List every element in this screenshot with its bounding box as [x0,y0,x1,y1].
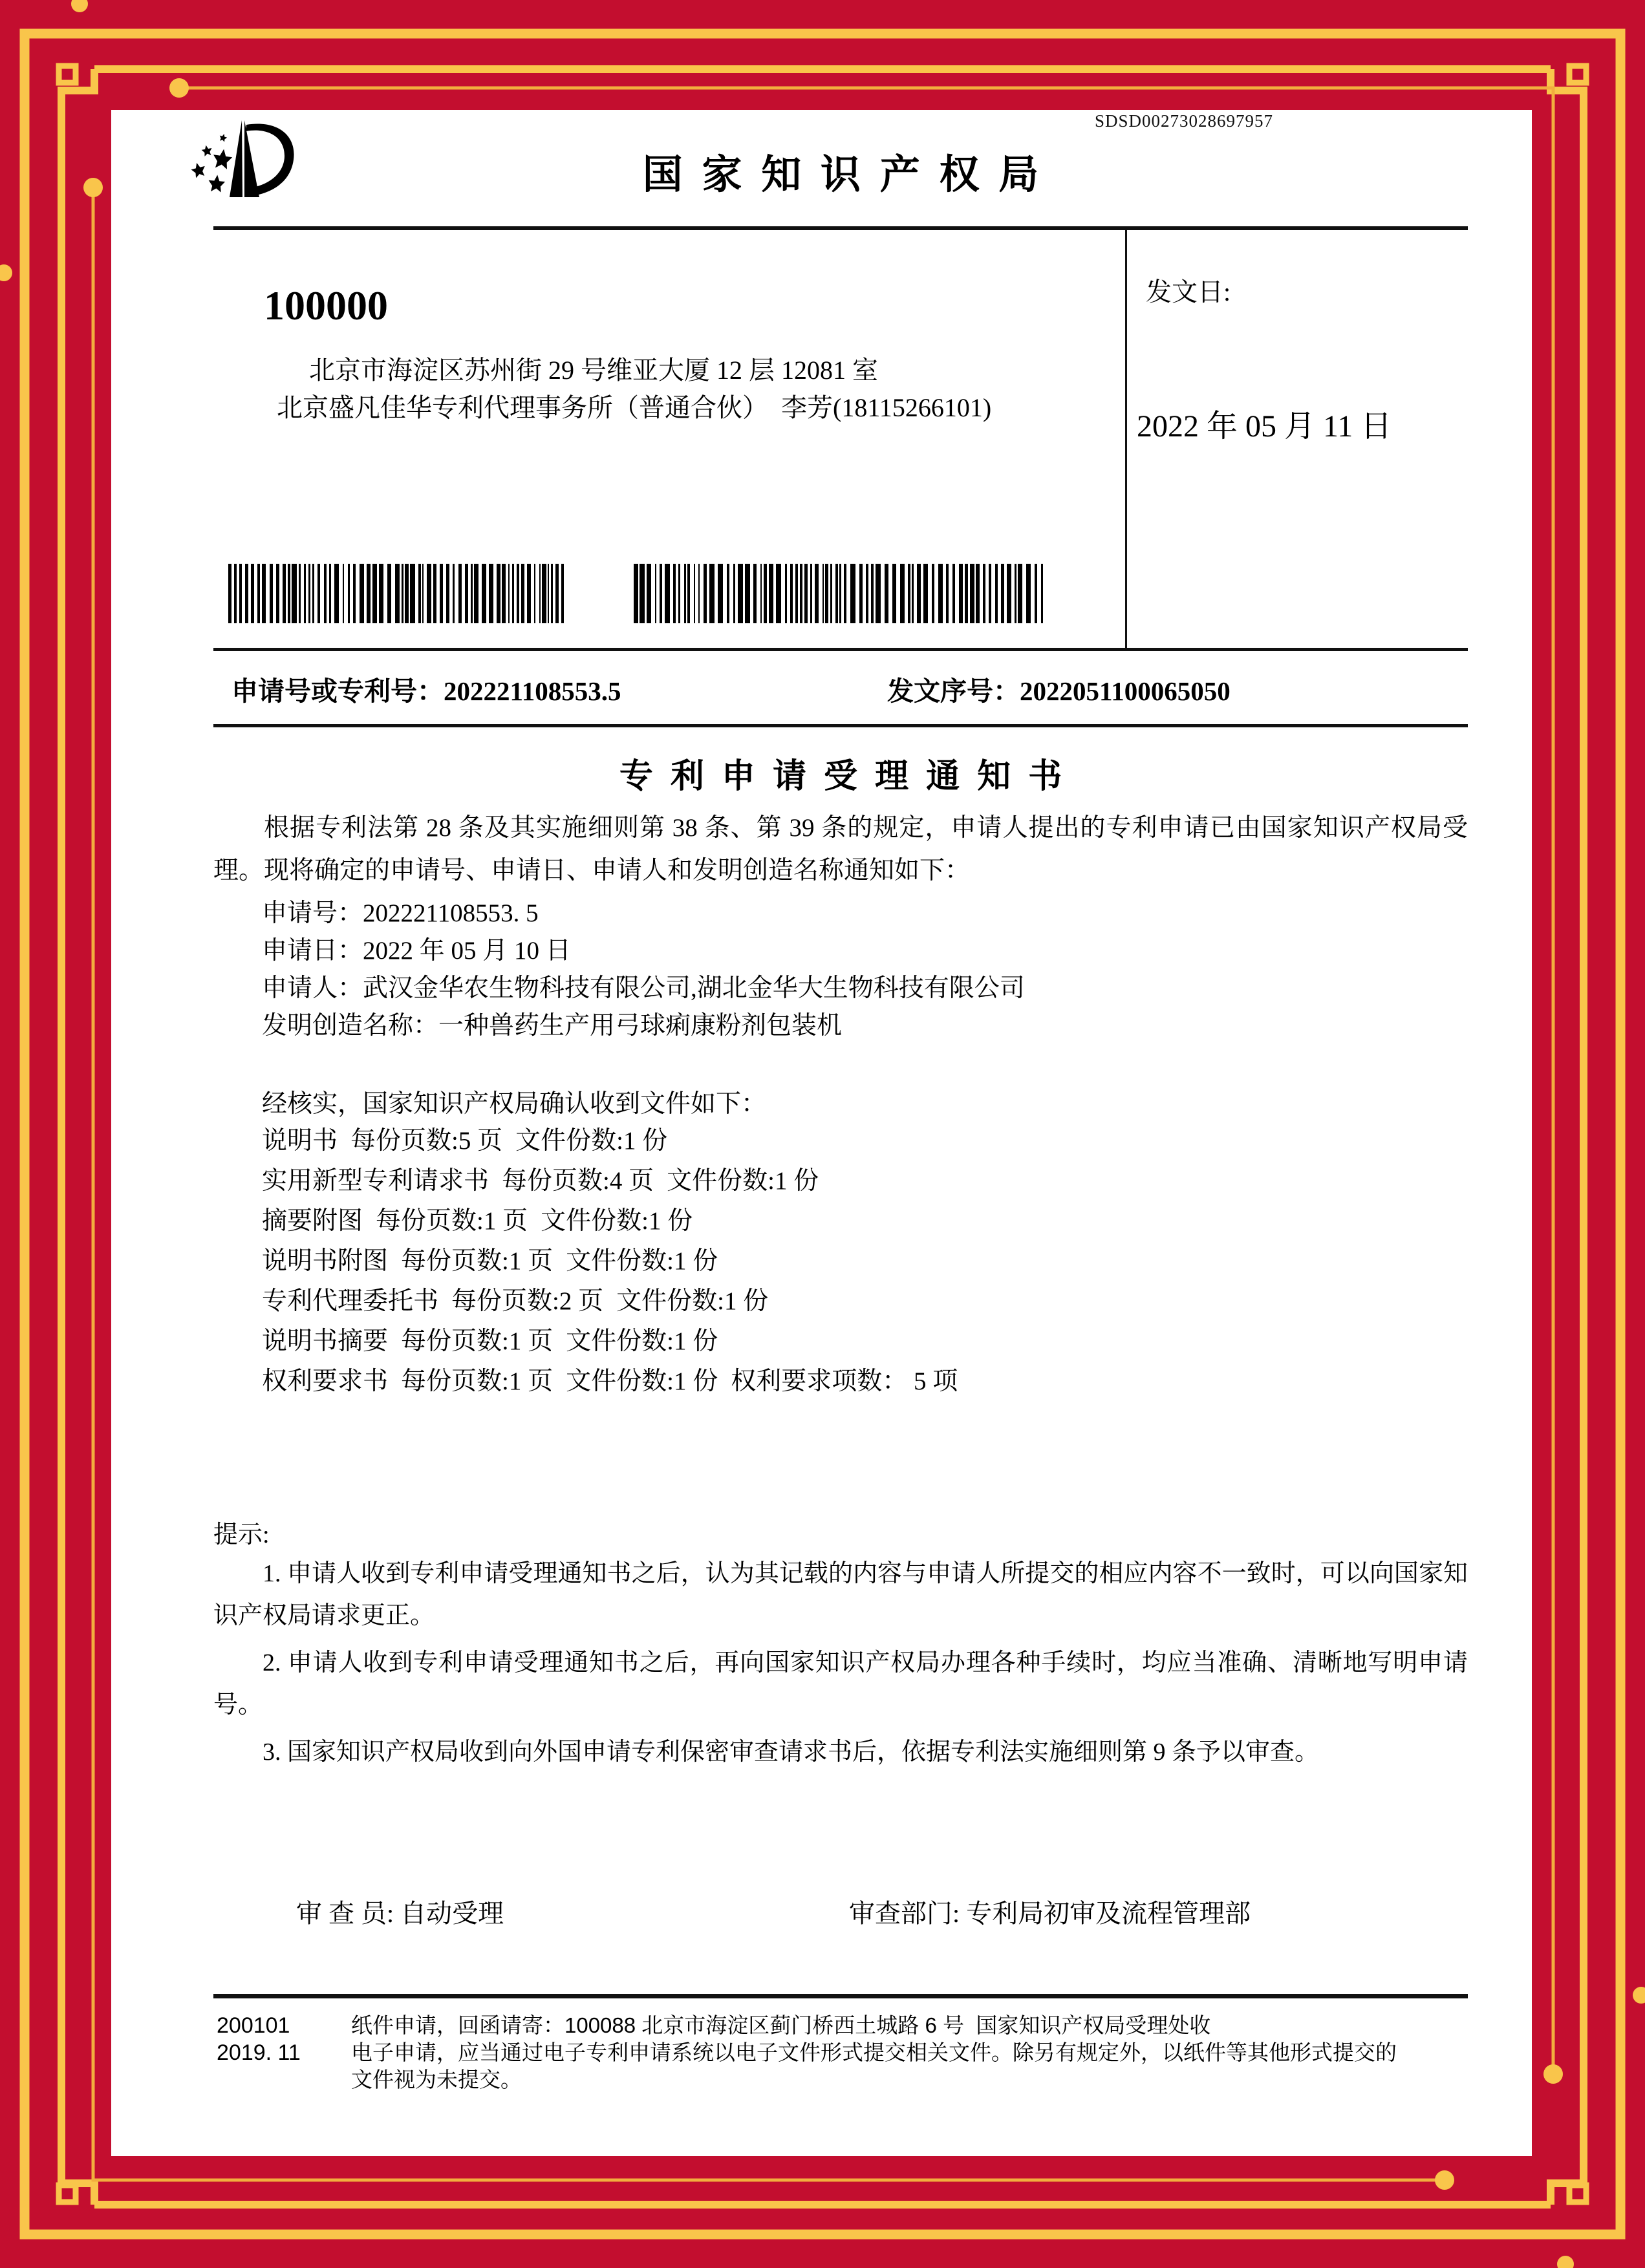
document-row: 摘要附图 每份页数:1 页 文件份数:1 份 [262,1207,693,1235]
document-row: 权利要求书 每份页数:1 页 文件份数:1 份 权利要求项数： 5 项 [262,1367,958,1395]
header-rule [213,226,1468,230]
footer-rule [213,1994,1468,1998]
document-row: 说明书附图 每份页数:1 页 文件份数:1 份 [262,1247,718,1275]
recipient-agent: 北京盛凡佳华专利代理事务所（普通合伙） 李芳(18115266101) [277,393,992,422]
barcode-application-number [228,564,571,623]
document-row: 说明书 每份页数:5 页 文件份数:1 份 [262,1127,668,1155]
tip-item-3: 3. 国家知识产权局收到向外国申请专利保密审查请求书后，依据专利法实施细则第 9 条予以审查。 [263,1738,1320,1766]
application-number-field [231,670,621,708]
tips-list [213,1553,1468,1779]
title-top-rule [213,724,1468,727]
application-number-value: 202221108553.5 [444,676,621,706]
document-row: 说明书摘要 每份页数:1 页 文件份数:1 份 [262,1327,718,1355]
footer-form-date: 2019. 11 [217,2040,301,2065]
document-row: 专利代理委托书 每份页数:2 页 文件份数:1 份 [262,1287,769,1315]
field-application-number: 申请号：202221108553. 5 [262,899,539,927]
dispatch-serial-field [887,670,1231,708]
application-fields [262,895,1025,1045]
department-field [849,1893,1251,1930]
department-label: 审查部门: [849,1899,967,1928]
footer-note-paper: 纸件申请，回函请寄：100088 北京市海淀区蓟门桥西土城路 6 号 国家知识产权局受理处收 [351,2013,1211,2037]
dispatch-date-label: 发文日: [1146,277,1231,306]
department-value: 专利局初审及流程管理部 [966,1899,1251,1928]
application-number-label: 申请号或专利号： [231,676,444,706]
examiner-value: 自动受理 [400,1899,504,1928]
office-title: 国家知识产权局 [642,153,1059,197]
field-invention-title: 发明创造名称：一种兽药生产用弓球痢康粉剂包装机 [262,1012,843,1040]
field-application-date: 申请日：2022 年 05 月 10 日 [262,937,571,965]
barcode-bottom-rule [213,648,1468,651]
tip-item-1: 1. 申请人收到专利申请受理通知书之后，认为其记载的内容与申请人所提交的相应内容不一致时，可以向国家知识产权局请求更正。 [213,1560,1468,1629]
tips-label: 提示: [213,1521,270,1548]
footer-note-electronic: 电子申请，应当通过电子专利申请系统以电子文件形式提交相关文件。除另有规定外，以纸件等其他形式提交的 [351,2040,1397,2064]
received-documents-list [262,1121,971,1402]
footer-note-electronic-cont: 文件视为未提交。 [351,2068,522,2091]
dispatch-serial-value: 2022051100065050 [1020,676,1231,706]
examiner-field [296,1893,504,1930]
tip-item-2: 2. 申请人收到专利申请受理通知书之后，再向国家知识产权局办理各种手续时，均应当准确、清晰地写明申请号。 [213,1649,1468,1718]
examiner-label: 审 查 员: [296,1899,401,1928]
document-serial: SDSD00273028697957 [1095,111,1274,131]
date-box-divider [1125,230,1127,649]
notice-title: 专利申请受理通知书 [619,758,1080,795]
field-applicant: 申请人：武汉金华农生物科技有限公司,湖北金华大生物科技有限公司 [262,974,1025,1002]
document-row: 实用新型专利请求书 每份页数:4 页 文件份数:1 份 [262,1167,819,1195]
documents-confirm-line: 经核实，国家知识产权局确认收到文件如下： [262,1090,767,1118]
dispatch-serial-label: 发文序号： [887,676,1020,706]
footer-form-code: 200101 [217,2013,290,2038]
notice-intro: 根据专利法第 28 条及其实施细则第 38 条、第 39 条的规定，申请人提出的专利申请已由国家知识产权局受理。现将确定的申请号、申请日、申请人和发明创造名称通知如下： [213,814,1468,884]
recipient-address: 北京市海淀区苏州街 29 号维亚大厦 12 层 12081 室 [309,356,878,385]
footer-form-codes [217,2012,301,2066]
footer-notes [351,2012,1468,2093]
barcode-dispatch-serial [634,564,1048,623]
dispatch-date-value: 2022 年 05 月 11 日 [1137,409,1392,444]
recipient-postcode: 100000 [264,283,388,328]
